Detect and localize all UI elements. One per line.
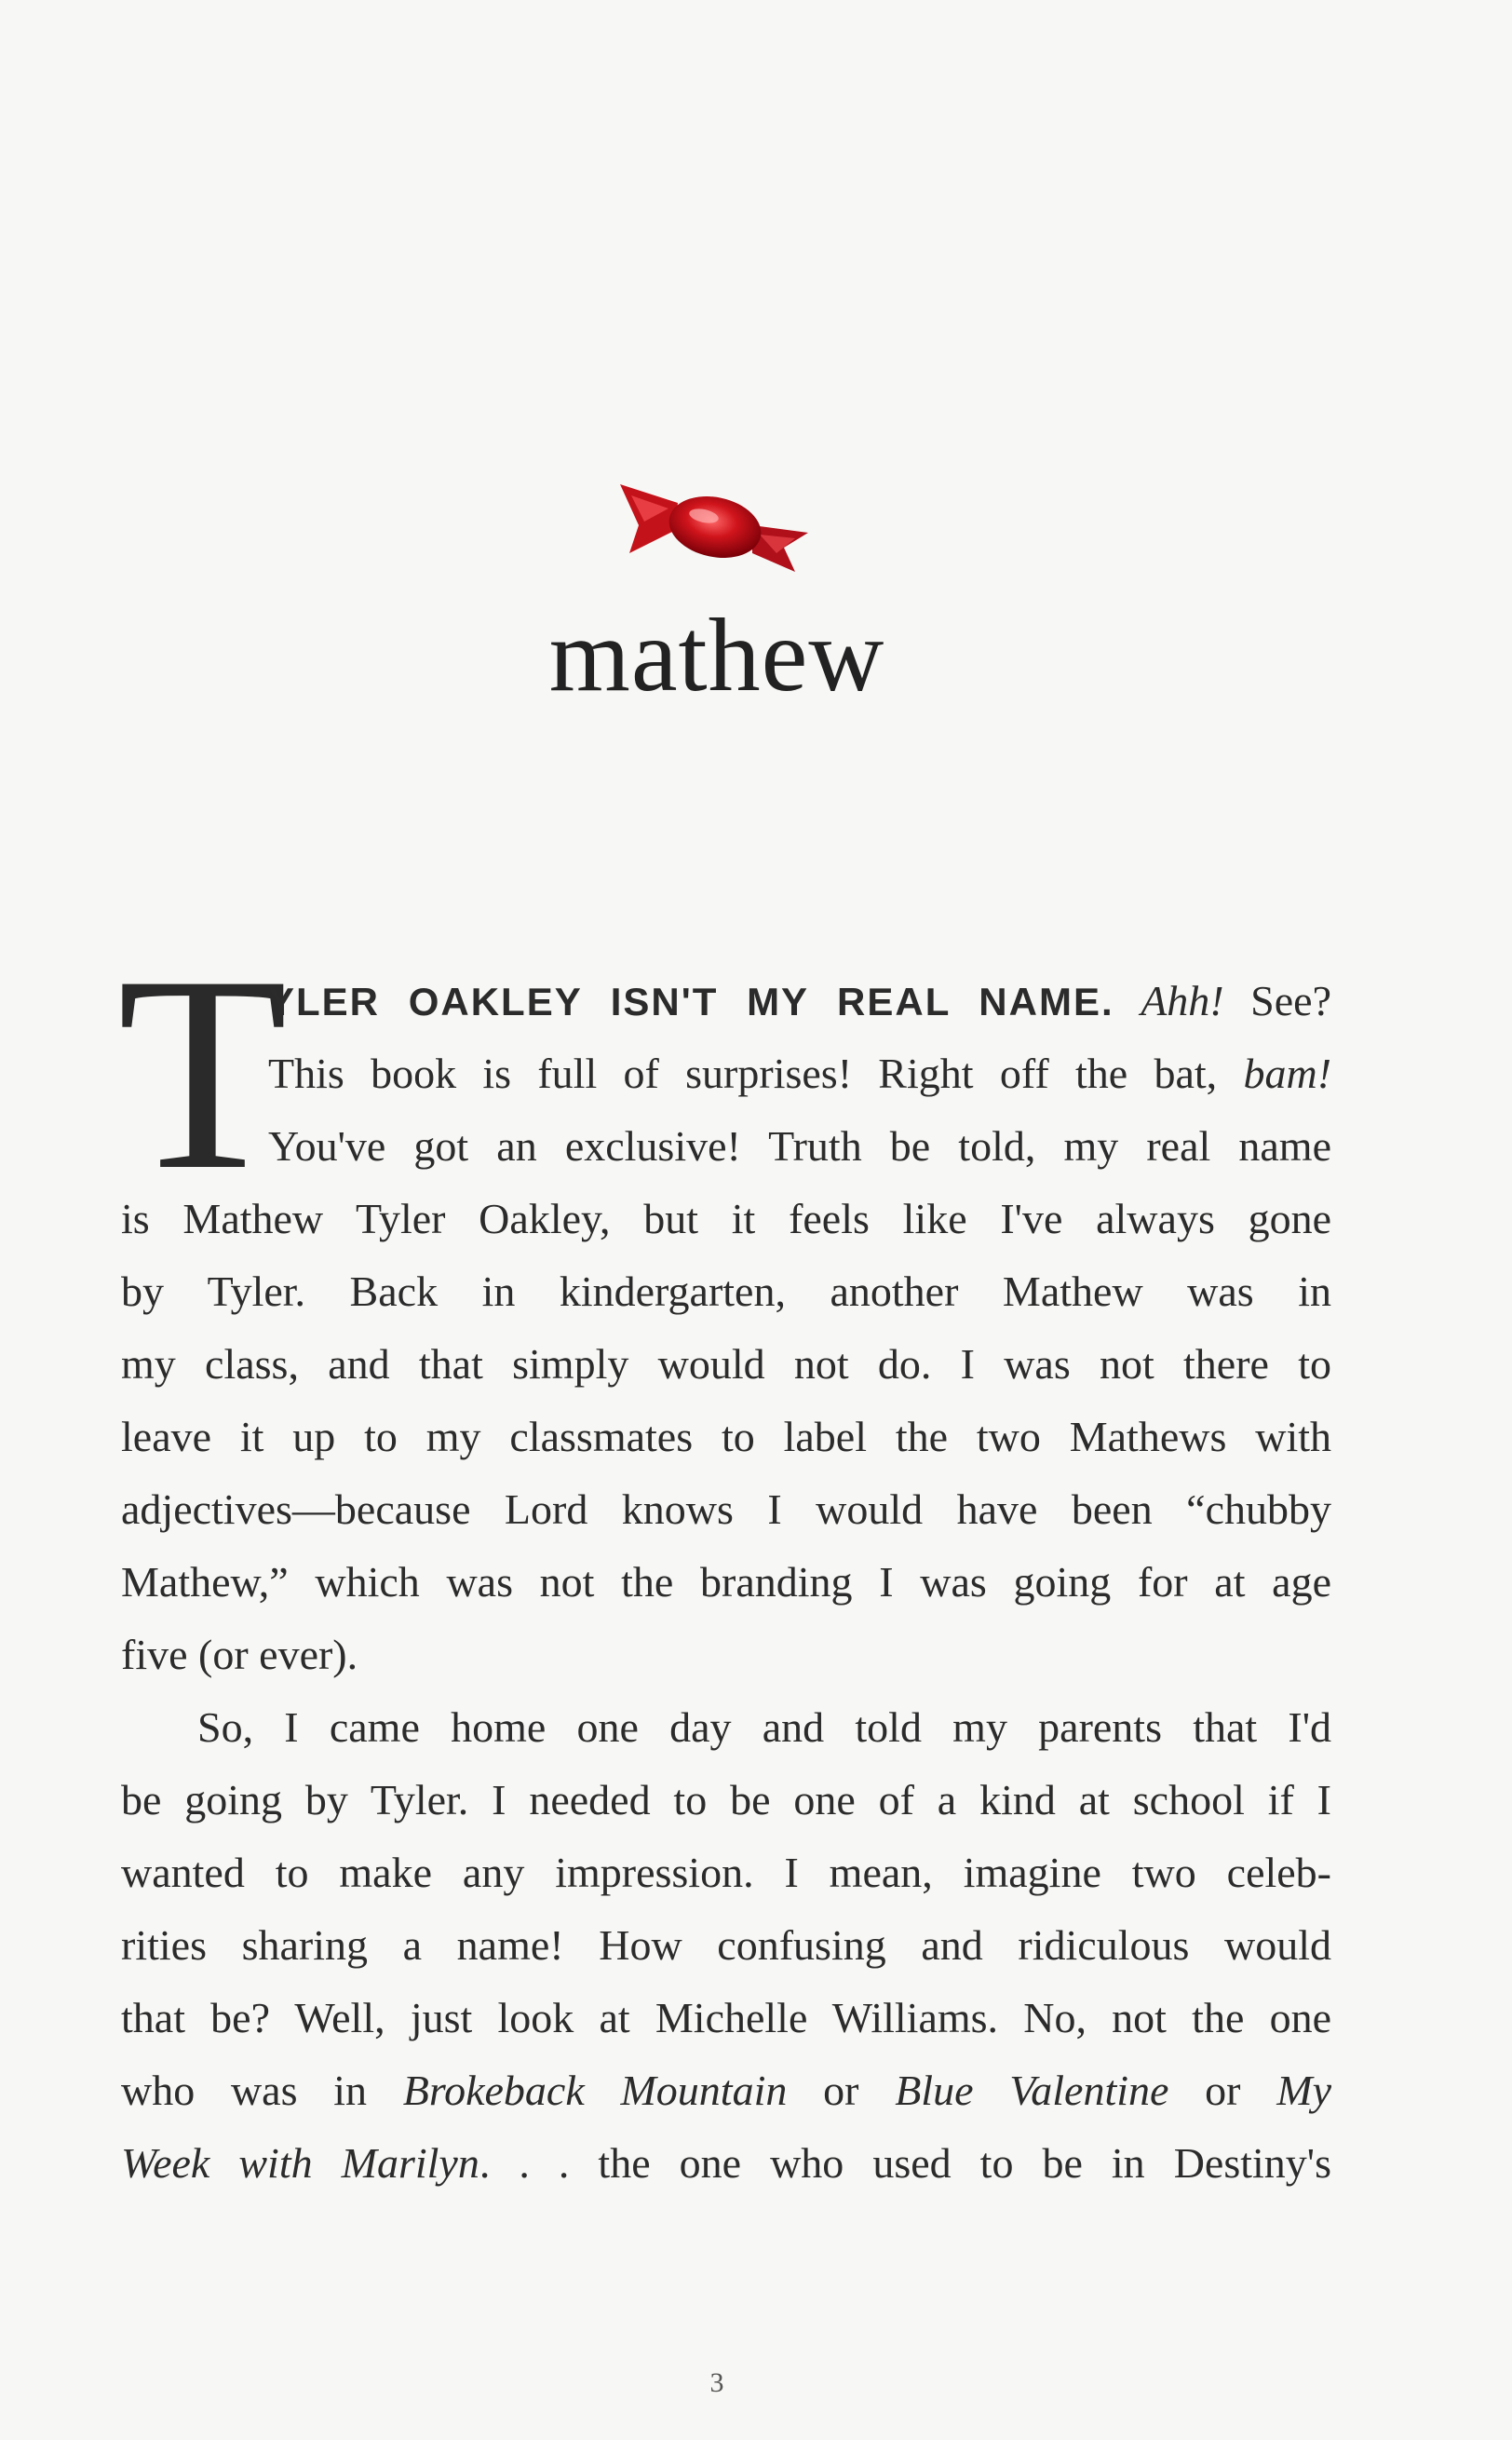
body-line: is Mathew Tyler Oakley, but it feels like I've always gone [121,1195,1331,1242]
body-line: Week with Marilyn. . . the one who used to be in Destiny's [121,2139,1331,2187]
body-line: wanted to make any impression. I mean, imagine two celeb- [121,1849,1331,1896]
body-line: five (or ever). [121,1631,358,1678]
body-line: that be? Well, just look at Michelle Williams. No, not the one [121,1994,1331,2041]
body-line: by Tyler. Back in kindergarten, another Mathew was in [121,1267,1331,1315]
body-line: my class, and that simply would not do. I was not there to [121,1340,1331,1388]
body-line: who was in Brokeback Mountain or Blue Valentine or My [121,2067,1331,2114]
lead-smallcaps: YLER OAKLEY ISN'T MY REAL NAME. [268,980,1114,1023]
drop-cap: T [117,918,289,1227]
chapter-title: mathew [548,598,885,713]
wrapped-candy-icon [613,468,816,577]
body-line: So, I came home one day and told my parents that I'd [197,1703,1331,1751]
body-line: adjectives—because Lord knows I would have been “chubby [121,1485,1331,1533]
body-line: You've got an exclusive! Truth be told, my real name [268,1122,1331,1170]
body-line: rities sharing a name! How confusing and ridiculous would [121,1921,1331,1969]
body-line: YLER OAKLEY ISN'T MY REAL NAME. Ahh! See? [268,977,1331,1024]
body-line: leave it up to my classmates to label the two Mathews with [121,1413,1331,1460]
page-number: 3 [709,2367,724,2398]
body-line: Mathew,” which was not the branding I was going for at age [121,1558,1331,1606]
body-line: be going by Tyler. I needed to be one of a kind at school if I [121,1776,1331,1823]
body-line: This book is full of surprises! Right off the bat, bam! [268,1050,1332,1097]
